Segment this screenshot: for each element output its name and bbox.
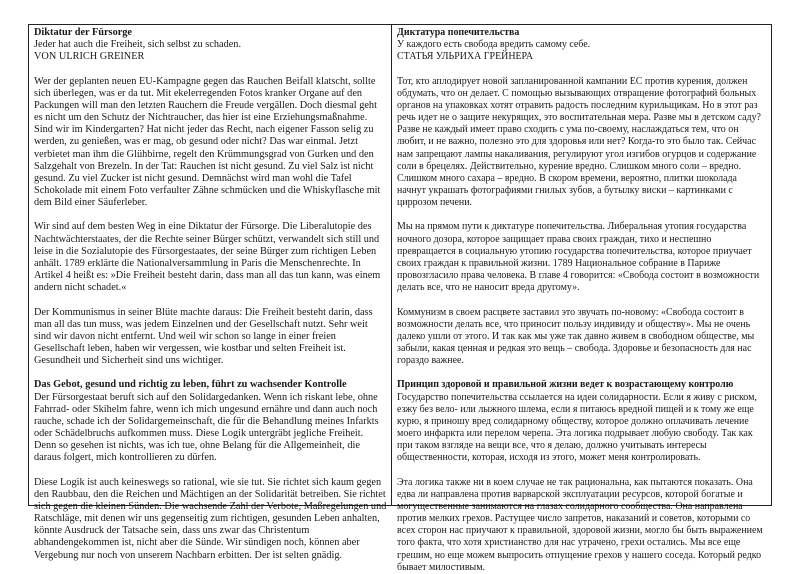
german-paragraph: Wir sind auf dem besten Weg in eine Diktatur der Fürsorge. Die Liberalutopie des Nachtwächterstaates, der die Rechte seiner Bürger schützt, verwandelt sich still und leise in die Sozialutopie des Fürsorgestaates, der seine Bürger zum richtigen Leben anhält. 1789 erklärte die Nationalversammlung in Paris die Menschenrechte. In Artikel 4 heißt es: »Die Freiheit besteht darin, dass man all das tun kann, was einem andern nicht schadet.«: [34, 221, 381, 294]
german-paragraph: Der Kommunismus in seiner Blüte machte daraus: Die Freiheit besteht darin, dass man all das tun muss, was jedem Einzelnen und der Gesellschaft nutzt. Sehr weit sind wir davon nicht entfernt. Und weil wir schon so lange in einer freien Gesellschaft leben, haben wir vergessen, wie kostbar und selten Freiheit ist. Gesundheit und Sicherheit sind uns wichtiger.: [34, 306, 373, 367]
russian-title: Диктатура попечительства: [397, 27, 520, 38]
russian-paragraph: Коммунизм в своем расцвете заставил это звучать по-новому: «Свобода состоит в возможности делать все, что приносит пользу индивиду и обществу». Мы не очень далеко ушли от этого. И так как мы уже так давно живем в свободном обществе, мы забыли, какая ценная и редкая это вещь – свобода. Здоровье и безопасность для нас гораздо важнее.: [397, 306, 755, 367]
russian-byline: СТАТЬЯ УЛЬРИХА ГРЕЙНЕРА: [397, 51, 533, 63]
german-section-heading: Das Gebot, gesund und richtig zu leben, führt zu wachsender Kontrolle: [34, 379, 347, 391]
german-paragraph: Der Fürsorgestaat beruft sich auf den Solidargedanken. Wenn ich riskant lebe, ohne Fahrrad- oder Skihelm fahre, wenn ich mich ungesund ernähre und dann auch noch rauche, schade ich der Solidargemeinschaft, die für die Behandlung meines Infarkts oder Schädelbruchs aufkommen muss. Diese Logik untergräbt jegliche Freiheit. Denn so gesehen ist nichts, was ich tue, ohne Belang für die Allgemeinheit, die daraus folgert, mich kontrollieren zu dürfen.: [34, 391, 379, 464]
russian-paragraph: Мы на прямом пути к диктатуре попечительства. Либеральная утопия государства ночного дозора, которое защищает права своих граждан, тихо и неспешно превращается в социальную утопию государства попечительства, которое приучает своих граждан к правильной жизни. 1789 Национальное собрание в Париже провозгласило права человека. В главе 4 говорится: «Свобода состоит в возможности делать все, что не наносит вреда другому».: [397, 221, 760, 294]
bilingual-table: [28, 24, 772, 573]
russian-paragraph: Тот, кто аплодирует новой запланированной кампании ЕС против курения, должен обдумать, что он делает. С помощью вызывающих отвращение фотографий больных органов на упаковках хотят отравить радость последним курильщикам. Но в этот раз речь идет не о защите некурящих, это воспитательная мера. Разве мы в детском саду? Разве не каждый имеет право сходить с ума по-своему, наслаждаться тем, что он любит, и не важно, полезно это для здоровья или нет? Когда-то это было так. Сейчас нам запрещают лампы накаливания, регулируют угол изгибов огурцов и содержание соли в брецелях. Действительно, курение вредно. Слишком много соли – вредно. Слишком много сахара – вредно. В скором времени, вероятно, плитки шоколада начнут украшать фотографиями гнилых зубов, а бутылку виски – картинками с циррозом печени.: [397, 75, 761, 209]
german-column: [29, 25, 392, 561]
russian-section-heading: Принцип здоровой и правильной жизни ведет к возрастающему контролю: [397, 379, 734, 391]
russian-paragraph: Государство попечительства ссылается на идеи солидарности. Если я живу с риском, езжу без вело- или лыжного шлема, если я питаюсь вредной пищей и к тому же еще курю, я приношу вред солидарному обществу, которое должно оплачивать лечение моего инфаркта или перелом черепа. Эта логика подрывает любую свободу. Так как при таком взгляде на вещи все, что я делаю, должно учитывать интересы общественности, которая, исходя из этого, может меня контролировать.: [397, 391, 757, 464]
russian-paragraph: Эта логика также ни в коем случае не так рациональна, как пытаются показать. Она едва ли направлена против варварской эксплуатации ресурсов, которой богатые и могущественные занимаются на глазах солидарного сообщества. Она направлена против мелких грехов. Растущее число запретов, наказаний и советов, которыми со всех сторон нас приучают к правильной, здоровой жизни, могло бы быть выражением того факта, что хотя христианство для нас утрачено, грехи остались. Мы все еще грешим, но еще можем выпросить отпущение грехов у нашего соседа. Который редко бывает милостивым.: [397, 476, 763, 573]
german-paragraph: Wer der geplanten neuen EU-Kampagne gegen das Rauchen Beifall klatscht, sollte sich überlegen, was er da tut. Mit ekelerregenden Fotos kranker Organe auf den Packungen will man den letzten Rauchern die Freude vergällen. Doch diesmal geht es nicht um den Schutz der Nichtraucher, das hier ist eine Erziehungsmaßnahme. Sind wir im Kindergarten? Hat nicht jeder das Recht, nach eigener Fasson selig zu werden, zu genießen, was er mag, ob gesund oder nicht? Das war einmal. Jetzt verbietet man ihm die Glühbirne, regelt den Krümmungsgrad von Gurken und den Salzgehalt von Brezeln. In der Tat: Rauchen ist nicht gesund. Zu viel Salz ist nicht gesund. Zu viel Zucker ist nicht gesund. Demnächst wird man wohl die Tafel Schokolade mit einem Foto verfaulter Zähne schmücken und die Whiskyflasche mit dem Bild einer Säuferleber.: [34, 75, 381, 209]
russian-column: [392, 25, 771, 573]
russian-subtitle: У каждого есть свобода вредить самому себе.: [397, 39, 591, 51]
german-byline: VON ULRICH GREINER: [34, 51, 145, 63]
german-subtitle: Jeder hat auch die Freiheit, sich selbst zu schaden.: [34, 39, 242, 51]
german-title: Diktatur der Fürsorge: [34, 27, 133, 38]
german-paragraph: Diese Logik ist auch keineswegs so rational, wie sie tut. Sie richtet sich kaum gegen den Raubbau, den die Reichen und Mächtigen an der Solidarität betreiben. Sie richtet sich gegen die kleinen Sünden. Die wachsende Zahl der Verbote, Maßregelungen und Ratschläge, mit denen wir uns gegenseitig zum richtigen, gesunden Leben anhalten, könnte Ausdruck der Tatsache sein, dass uns zwar das Christentum abhandengekommen ist, nicht aber die Sünde. Wir sündigen noch, können aber Vergebung nur noch von unserem Nachbarn erbitten. Der ist selten gnädig.: [34, 476, 387, 561]
